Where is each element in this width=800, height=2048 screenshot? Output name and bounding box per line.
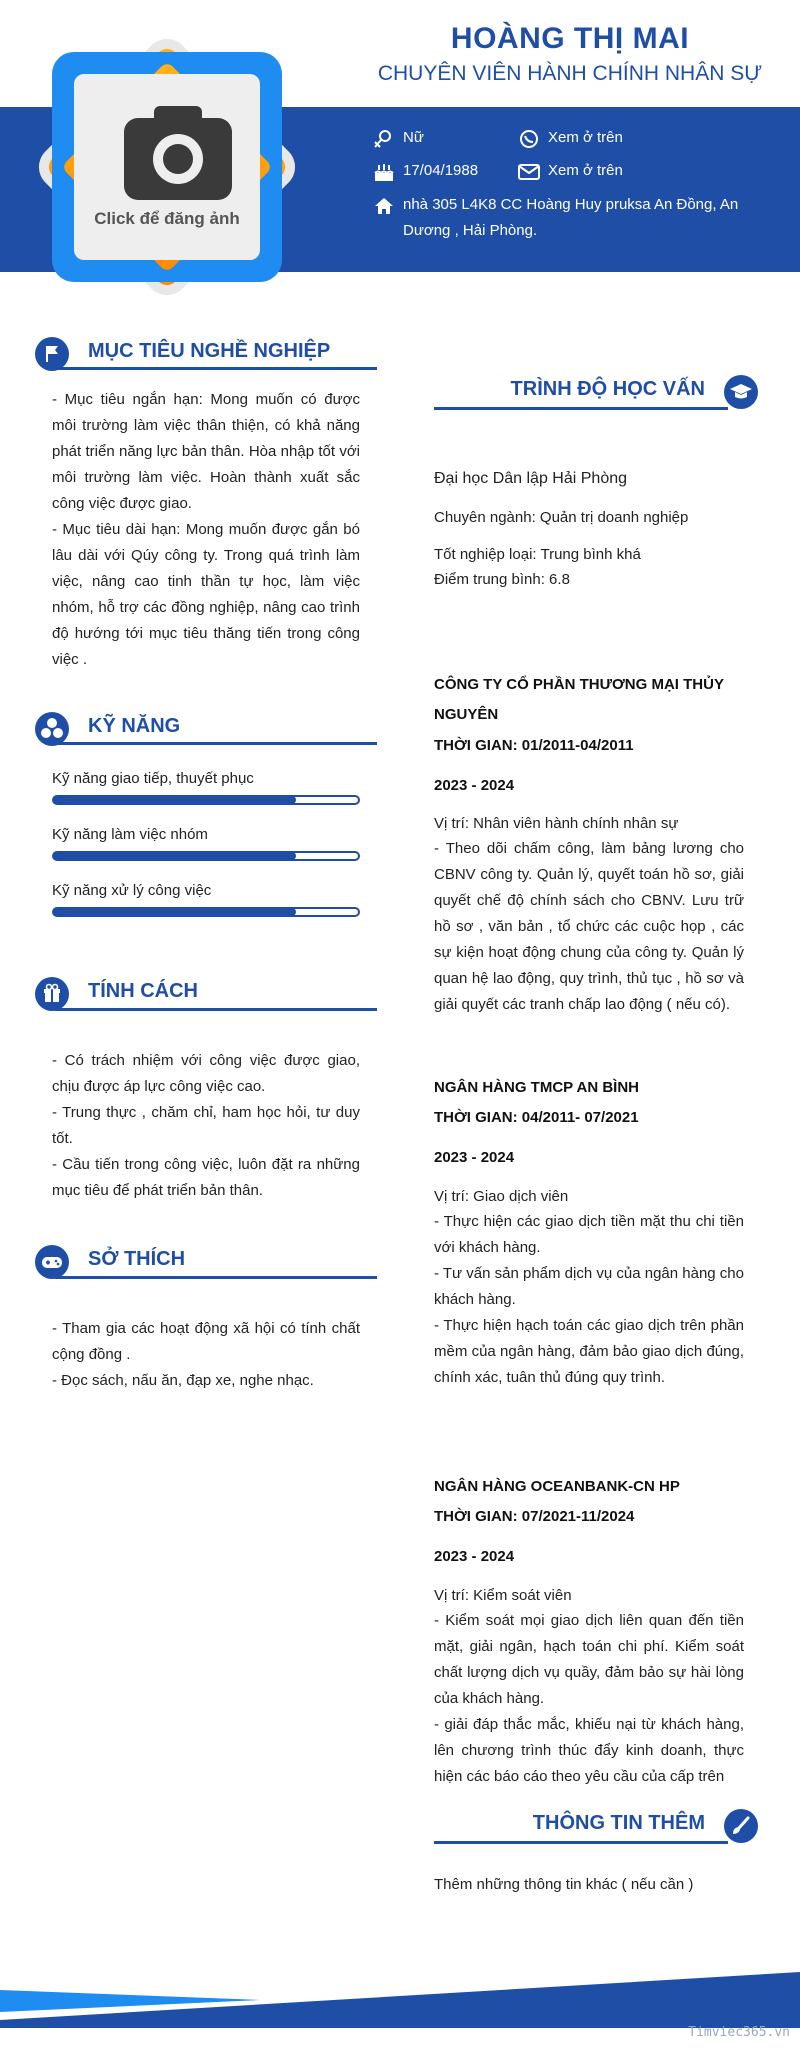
education-major: Chuyên ngành: Quản trị doanh nghiệp [434, 509, 689, 526]
skills-rule [55, 742, 377, 745]
skills-title: KỸ NĂNG [88, 715, 181, 737]
cake-icon [373, 162, 395, 182]
education-grade: Tốt nghiệp loại: Trung bình khá [434, 546, 641, 563]
phone-icon [518, 129, 540, 149]
job-title: CHUYÊN VIÊN HÀNH CHÍNH NHÂN SỰ [377, 62, 763, 85]
home-icon [373, 196, 395, 216]
experience-2-desc [434, 1209, 744, 1391]
additional-title: THÔNG TIN THÊM [532, 1812, 705, 1834]
experience-1-position: Vị trí: Nhân viên hành chính nhân sự [434, 815, 679, 832]
gift-icon [35, 977, 69, 1011]
experience-2-time: THỜI GIAN: 04/2011- 07/2021 [434, 1109, 639, 1126]
gender-icon [373, 129, 395, 149]
personality-line: - Có trách nhiệm với công việc được giao, chịu được áp lực công việc cao. [52, 1052, 360, 1095]
graduation-cap-icon [724, 375, 758, 409]
photo-placeholder[interactable] [74, 74, 260, 260]
education-section-icon [724, 375, 758, 409]
objective-section-icon [35, 337, 69, 371]
objective-body [52, 387, 360, 673]
objective-title: MỤC TIÊU NGHỀ NGHIỆP [88, 340, 331, 362]
education-rule [434, 407, 728, 410]
photo-upload[interactable] [22, 22, 312, 312]
education-school: Đại học Dân lập Hải Phòng [434, 470, 628, 487]
experience-1-years: 2023 - 2024 [434, 777, 515, 794]
experience-2-position: Vị trí: Giao dịch viên [434, 1188, 569, 1205]
personality-section-icon [35, 977, 69, 1011]
email-text: Xem ở trên [548, 162, 623, 179]
address-text [403, 192, 738, 244]
personality-rule [55, 1008, 377, 1011]
hobby-line: - Tham gia các hoạt động xã hội có tính chất cộng đồng . [52, 1320, 360, 1363]
skill-bar-fill [53, 908, 296, 916]
address-line-1: nhà 305 L4K8 CC Hoàng Huy pruksa An Đồng, An [403, 196, 739, 213]
experience-desc-text: - Thực hiện các giao dịch tiền mặt thu chi tiền với khách hàng. [434, 1213, 744, 1256]
experience-1-company [434, 670, 744, 730]
phone-text: Xem ở trên [548, 129, 623, 146]
objective-rule [55, 367, 377, 370]
candidate-name: HOÀNG THỊ MAI [450, 22, 690, 55]
company-name-line: CÔNG TY CỔ PHẦN THƯƠNG MẠI THỦY [434, 676, 724, 693]
cubes-icon [35, 712, 69, 746]
experience-3-desc [434, 1608, 744, 1790]
personality-line: - Trung thực , chăm chỉ, ham học hỏi, tư duy tốt. [52, 1104, 360, 1147]
camera-icon [124, 104, 232, 200]
experience-3-company: NGÂN HÀNG OCEANBANK-CN HP [434, 1478, 680, 1495]
additional-rule [434, 1841, 728, 1844]
objective-short-term: - Mục tiêu ngắn hạn: Mong muốn có được môi trường làm việc thân thiện, có khả năng phát triển năng lực bản thân. Hòa nhập tốt với môi trường làm việc. Hoàn thành xuất sắc công việc được giao. [52, 391, 360, 512]
objective-long-term: - Mục tiêu dài hạn: Mong muốn được gắn bó lâu dài với Qúy công ty. Trong quá trình làm việc, nâng cao tinh thần tự học, làm việc nhóm, hỗ trợ các đồng nghiệp, nâng cao trình độ hướng tới mục tiêu thăng tiến trong công việc . [52, 521, 360, 668]
footer-wave [0, 1960, 800, 2048]
skill-bar [52, 851, 360, 861]
experience-1-time: THỜI GIAN: 01/2011-04/2011 [434, 737, 634, 754]
skill-bar-fill [53, 852, 296, 860]
experience-1-desc [434, 836, 744, 1018]
skill-label: Kỹ năng làm việc nhóm [52, 826, 208, 843]
experience-desc-text: - Thực hiện hạch toán các giao dịch trên phần mềm của ngân hàng, đảm bảo giao dịch đúng, chính xác, tuân thủ đúng quy trình. [434, 1317, 744, 1386]
additional-section-icon [724, 1809, 758, 1843]
gamepad-icon [35, 1245, 69, 1279]
photo-upload-label: Click để đăng ảnh [94, 209, 240, 228]
watermark-text: Timviec365.vn [688, 2025, 790, 2040]
skills-section-icon [35, 712, 69, 746]
skill-bar-fill [53, 796, 296, 804]
experience-2-company: NGÂN HÀNG TMCP AN BÌNH [434, 1079, 639, 1096]
address-line-2: Dương , Hải Phòng. [403, 222, 538, 239]
experience-3-position: Vị trí: Kiểm soát viên [434, 1587, 572, 1604]
envelope-icon [518, 162, 540, 182]
experience-desc-text: - Kiểm soát mọi giao dịch liên quan đến tiền mặt, giải ngân, hạch toán chi phí. Kiểm soát chất lượng dịch vụ quầy, đảm bảo sự hài lòng của khách hàng. [434, 1612, 744, 1707]
personality-body [52, 1048, 360, 1204]
experience-desc-text: - Theo dõi chấm công, làm bảng lương cho CBNV công ty. Quản lý, quyết toán hồ sơ, giải quyết chế độ chính sách cho CBNV. Lưu trữ hồ sơ , văn bản , tổ chức các cuộc họp , các sự kiện hoạt động chung của công ty. Quản lý quan hệ lao động, quy trình, thủ tục , hồ sơ và giải quyết các tranh chấp lao động ( nếu có). [434, 840, 744, 1013]
personality-line: - Cầu tiến trong công việc, luôn đặt ra những mục tiêu để phát triển bản thân. [52, 1156, 360, 1199]
brush-icon [724, 1809, 758, 1843]
experience-2-years: 2023 - 2024 [434, 1149, 515, 1166]
hobbies-title: SỞ THÍCH [88, 1248, 186, 1270]
company-name-line: NGUYÊN [434, 706, 499, 723]
flag-icon [35, 337, 69, 371]
experience-3-years: 2023 - 2024 [434, 1548, 515, 1565]
education-gpa: Điểm trung bình: 6.8 [434, 571, 570, 588]
hobbies-rule [55, 1276, 377, 1279]
skill-label: Kỹ năng xử lý công việc [52, 882, 212, 899]
birthday-text: 17/04/1988 [403, 162, 479, 179]
experience-desc-text: - Tư vấn sản phẩm dịch vụ của ngân hàng cho khách hàng. [434, 1265, 744, 1308]
experience-3-time: THỜI GIAN: 07/2021-11/2024 [434, 1508, 635, 1525]
skill-bar [52, 907, 360, 917]
skill-label: Kỹ năng giao tiếp, thuyết phục [52, 770, 254, 787]
hobbies-section-icon [35, 1245, 69, 1279]
additional-text: Thêm những thông tin khác ( nếu cần ) [434, 1876, 694, 1893]
gender-text: Nữ [403, 129, 424, 146]
education-title: TRÌNH ĐỘ HỌC VẤN [510, 378, 705, 400]
experience-desc-text: - giải đáp thắc mắc, khiếu nại từ khách hàng, lên chương trình thúc đẩy kinh doanh, thực hiện các báo cáo theo yêu cầu của cấp trên [434, 1716, 744, 1785]
personality-title: TÍNH CÁCH [88, 980, 198, 1002]
hobby-line: - Đọc sách, nấu ăn, đạp xe, nghe nhạc. [52, 1372, 314, 1389]
skill-bar [52, 795, 360, 805]
hobbies-body [52, 1316, 360, 1394]
